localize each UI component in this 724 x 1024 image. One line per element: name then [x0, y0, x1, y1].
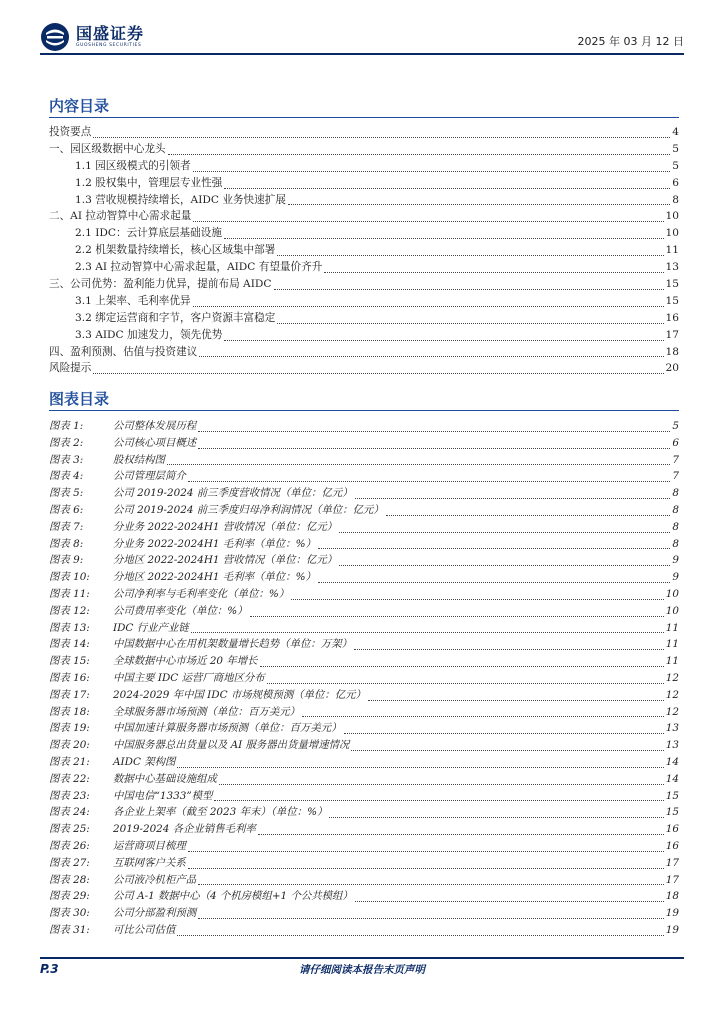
figure-label: 公司管理层简介 [113, 470, 186, 483]
figure-label: 公司费用率变化（单位：%） [113, 604, 248, 617]
figure-label: 公司 2019-2024 前三季度归母净利润情况（单位：亿元） [113, 503, 384, 516]
dot-leader [193, 170, 671, 172]
dot-leader [198, 917, 664, 919]
figure-page: 14 [665, 755, 679, 768]
figure-number: 图表 31: [49, 923, 90, 936]
dot-leader [260, 665, 664, 667]
figure-entry[interactable] [49, 620, 679, 637]
figure-entry[interactable] [49, 502, 679, 519]
toc-entry-label: 3.2 绑定运营商和字节，客户资源丰富稳定 [75, 311, 276, 324]
figure-number: 图表 19: [49, 722, 90, 735]
figure-page: 8 [672, 537, 679, 550]
figure-number: 图表 10: [49, 571, 90, 584]
figure-page: 19 [665, 907, 679, 920]
figure-entry[interactable] [49, 452, 679, 469]
toc-entry-label: 投资要点 [49, 126, 92, 138]
dot-leader [188, 867, 664, 869]
figure-page: 5 [672, 420, 679, 432]
toc-entry[interactable] [49, 225, 679, 242]
figure-label: 全球服务器市场预测（单位：百万美元） [113, 705, 301, 718]
figure-entry[interactable] [49, 872, 679, 889]
toc-entry-label: 3.3 AIDC 加速发力，领先优势 [75, 328, 223, 341]
toc-entry[interactable] [49, 276, 679, 293]
logo-mark-icon [40, 22, 70, 52]
dot-leader [344, 732, 664, 734]
figure-number: 图表 3: [49, 453, 84, 466]
figure-number: 图表 12: [49, 604, 90, 617]
figure-page: 16 [665, 823, 679, 836]
figure-page: 12 [665, 671, 679, 684]
toc-entry-label: 1.2 股权集中，管理层专业性强 [75, 176, 223, 189]
figure-entry[interactable] [49, 720, 679, 737]
figure-entry[interactable] [49, 687, 679, 704]
figure-label: 数据中心基础设施组成 [113, 772, 217, 785]
toc-entry-page: 18 [665, 345, 679, 358]
toc-entry-page: 15 [665, 278, 679, 291]
toc-entry-page: 11 [665, 244, 679, 257]
dot-leader [93, 372, 663, 374]
dot-leader [177, 766, 663, 768]
figure-entry[interactable] [49, 888, 679, 905]
dot-leader [324, 271, 663, 273]
dot-leader [188, 850, 664, 852]
figure-label: 分业务 2022-2024H1 营收情况（单位：亿元） [113, 520, 338, 533]
toc-entry-label: 三、公司优势：盈利能力优异，提前布局 AIDC [49, 278, 272, 291]
figure-entry[interactable] [49, 737, 679, 754]
dot-leader [177, 934, 663, 936]
figure-list-title: 图表目录 [49, 390, 110, 408]
toc-entry[interactable] [49, 242, 679, 259]
dot-leader [267, 682, 664, 684]
figure-number: 图表 28: [49, 873, 90, 886]
figure-page: 8 [672, 520, 679, 533]
page-header [0, 0, 724, 56]
figure-label: 分业务 2022-2024H1 毛利率（单位：%） [113, 537, 316, 550]
report-date: 2025 年 03 月 12 日 [577, 35, 684, 48]
dot-leader [351, 749, 663, 751]
figure-number: 图表 20: [49, 739, 90, 752]
page-number: P.3 [40, 962, 59, 976]
figure-label: 中国服务器总出货量以及 AI 服务器出货量增速情况 [113, 739, 350, 752]
dot-leader [355, 900, 664, 902]
toc-entry[interactable] [49, 158, 679, 175]
figure-entry[interactable] [49, 418, 679, 435]
figure-label: 中国电信“1333”模型 [113, 789, 213, 802]
table-of-contents [49, 124, 679, 377]
figure-page: 11 [665, 655, 679, 668]
figure-entry[interactable] [49, 653, 679, 670]
figure-entry[interactable] [49, 536, 679, 553]
header-divider [40, 53, 684, 55]
toc-entry-label: 2.2 机架数量持续增长，核心区域集中部署 [75, 244, 276, 257]
dot-leader [302, 715, 664, 717]
figure-label: AIDC 架构图 [113, 755, 176, 768]
toc-entry-label: 一、园区级数据中心龙头 [49, 142, 166, 155]
figure-page: 9 [672, 571, 679, 584]
toc-entry[interactable] [49, 192, 679, 209]
figure-label: 公司液冷机柜产品 [113, 873, 197, 886]
dot-leader [250, 615, 664, 617]
toc-entry-page: 17 [665, 328, 679, 341]
toc-entry-page: 15 [665, 294, 679, 307]
dot-leader [291, 598, 664, 600]
figure-list-title-divider [49, 410, 679, 411]
figure-number: 图表 17: [49, 688, 90, 701]
figure-entry[interactable] [49, 771, 679, 788]
figure-entry[interactable] [49, 821, 679, 838]
dot-leader [277, 254, 663, 256]
toc-entry-label: 3.1 上架率、毛利率优异 [75, 294, 191, 307]
figure-label: 分地区 2022-2024H1 毛利率（单位：%） [113, 571, 316, 584]
toc-entry-page: 8 [672, 193, 679, 206]
figure-label: IDC 行业产业链 [113, 621, 189, 634]
dot-leader [288, 203, 670, 205]
figure-page: 18 [665, 890, 679, 903]
dot-leader [224, 187, 670, 189]
figure-label: 公司 A-1 数据中心（4 个机房模组+1 个公共模组） [113, 890, 353, 903]
figure-label: 分地区 2022-2024H1 营收情况（单位：亿元） [113, 554, 338, 567]
toc-entry-page: 16 [665, 311, 679, 324]
dot-leader [199, 355, 663, 357]
figure-entry[interactable] [49, 804, 679, 821]
figure-number: 图表 14: [49, 638, 90, 651]
toc-entry[interactable] [49, 141, 679, 158]
dot-leader [219, 783, 664, 785]
figure-number: 图表 27: [49, 856, 90, 869]
toc-entry[interactable] [49, 327, 679, 344]
figure-entry[interactable] [49, 468, 679, 485]
figure-entry[interactable] [49, 905, 679, 922]
figure-number: 图表 25: [49, 823, 90, 836]
toc-entry-page: 13 [665, 261, 679, 274]
figure-number: 图表 22: [49, 772, 90, 785]
disclaimer-note: 请仔细阅读本报告末页声明 [299, 964, 425, 976]
toc-entry-page: 10 [665, 210, 679, 223]
figure-page: 7 [672, 453, 679, 466]
toc-entry-page: 4 [672, 126, 679, 138]
dot-leader [214, 799, 663, 801]
figure-entry[interactable] [49, 435, 679, 452]
figure-label: 公司 2019-2024 前三季度营收情况（单位：亿元） [113, 487, 353, 500]
toc-entry[interactable] [49, 259, 679, 276]
dot-leader [224, 237, 664, 239]
figure-page: 7 [672, 470, 679, 483]
figure-label: 2024-2029 年中国 IDC 市场规模预测（单位：亿元） [113, 688, 366, 701]
dot-leader [274, 288, 664, 290]
toc-title-divider [49, 117, 679, 118]
toc-title: 内容目录 [49, 97, 110, 115]
figure-number: 图表 18: [49, 705, 90, 718]
figure-entry[interactable] [49, 552, 679, 569]
figure-entry[interactable] [49, 855, 679, 872]
figure-page: 10 [665, 587, 679, 600]
figure-label: 公司整体发展历程 [113, 420, 197, 432]
figure-number: 图表 13: [49, 621, 90, 634]
figure-label: 2019-2024 各企业销售毛利率 [113, 823, 256, 836]
toc-entry-label: 四、盈利预测、估值与投资建议 [49, 345, 198, 358]
dot-leader [193, 220, 663, 222]
figure-entry[interactable] [49, 838, 679, 855]
figure-page: 13 [665, 739, 679, 752]
toc-entry-page: 6 [672, 176, 679, 189]
figure-page: 12 [665, 688, 679, 701]
figure-page: 14 [665, 772, 679, 785]
figure-number: 图表 4: [49, 470, 84, 483]
toc-entry-label: 2.3 AI 拉动智算中心需求起量，AIDC 有望量价齐升 [75, 261, 323, 274]
figure-number: 图表 26: [49, 839, 90, 852]
figure-page: 17 [665, 856, 679, 869]
dot-leader [93, 136, 670, 138]
toc-entry-page: 5 [672, 159, 679, 172]
figure-number: 图表 30: [49, 907, 90, 920]
figure-entry[interactable] [49, 922, 679, 939]
figure-page: 11 [665, 638, 679, 651]
figure-number: 图表 29: [49, 890, 90, 903]
figure-label: 可比公司估值 [113, 923, 176, 936]
dot-leader [329, 816, 663, 818]
dot-leader [168, 153, 671, 155]
figure-number: 图表 21: [49, 755, 90, 768]
company-logo [40, 22, 144, 52]
figure-page: 11 [665, 621, 679, 634]
dot-leader [339, 564, 670, 566]
dot-leader [198, 883, 664, 885]
figure-number: 图表 1: [49, 420, 84, 432]
figure-number: 图表 11: [49, 587, 90, 600]
toc-entry-label: 风险提示 [49, 362, 92, 375]
figure-label: 公司净利率与毛利率变化（单位：%） [113, 587, 290, 600]
figure-number: 图表 7: [49, 520, 84, 533]
figure-label: 中国数据中心在用机架数量增长趋势（单位：万架） [113, 638, 352, 651]
logo-english-text: GUOSHENG SECURITIES [76, 43, 142, 48]
dot-leader [224, 339, 663, 341]
figure-number: 图表 16: [49, 671, 90, 684]
toc-entry-label: 1.1 园区级模式的引领者 [75, 159, 191, 172]
toc-entry-page: 10 [665, 227, 679, 240]
figure-entry[interactable] [49, 603, 679, 620]
toc-entry-label: 2.1 IDC：云计算底层基础设施 [75, 227, 222, 240]
figure-entry[interactable] [49, 586, 679, 603]
figure-list [49, 418, 679, 939]
figure-page: 6 [672, 436, 679, 449]
figure-number: 图表 6: [49, 503, 84, 516]
figure-page: 10 [665, 604, 679, 617]
toc-entry-page: 5 [672, 142, 679, 155]
figure-label: 各企业上架率（截至 2023 年末）（单位：%） [113, 806, 328, 819]
dot-leader [318, 547, 671, 549]
figure-entry[interactable] [49, 754, 679, 771]
toc-entry[interactable] [49, 293, 679, 310]
figure-page: 8 [672, 487, 679, 500]
figure-number: 图表 5: [49, 487, 84, 500]
dot-leader [368, 699, 664, 701]
figure-label: 运营商项目梳理 [113, 839, 186, 852]
dot-leader [198, 447, 670, 449]
dot-leader [198, 430, 670, 432]
toc-entry-page: 20 [665, 362, 679, 375]
figure-page: 15 [665, 789, 679, 802]
dot-leader [339, 531, 670, 533]
dot-leader [258, 833, 664, 835]
logo-chinese-text: 国盛证券 [76, 24, 145, 43]
figure-page: 16 [665, 839, 679, 852]
figure-page: 13 [665, 722, 679, 735]
figure-number: 图表 2: [49, 436, 84, 449]
figure-label: 互联网客户关系 [113, 856, 186, 869]
figure-entry[interactable] [49, 519, 679, 536]
dot-leader [191, 631, 664, 633]
dot-leader [355, 497, 671, 499]
dot-leader [354, 648, 664, 650]
footer-divider [40, 957, 684, 959]
dot-leader [188, 480, 671, 482]
figure-entry[interactable] [49, 485, 679, 502]
figure-number: 图表 15: [49, 655, 90, 668]
figure-entry[interactable] [49, 788, 679, 805]
figure-entry[interactable] [49, 569, 679, 586]
figure-number: 图表 8: [49, 537, 84, 550]
toc-entry[interactable] [49, 344, 679, 361]
figure-label: 公司核心项目概述 [113, 436, 197, 449]
dot-leader [318, 581, 671, 583]
dot-leader [193, 305, 664, 307]
figure-page: 19 [665, 923, 679, 936]
toc-entry[interactable] [49, 360, 679, 377]
figure-number: 图表 24: [49, 806, 90, 819]
toc-entry[interactable] [49, 208, 679, 225]
figure-page: 17 [665, 873, 679, 886]
figure-page: 9 [672, 554, 679, 567]
toc-entry-label: 二、AI 拉动智算中心需求起量 [49, 210, 192, 223]
figure-page: 8 [672, 503, 679, 516]
toc-entry[interactable] [49, 310, 679, 327]
figure-label: 股权结构图 [113, 453, 165, 466]
dot-leader [167, 463, 670, 465]
figure-label: 公司分部盈利预测 [113, 907, 197, 920]
toc-entry-label: 1.3 营收规模持续增长，AIDC 业务快速扩展 [75, 193, 286, 206]
figure-label: 全球数据中心市场近 20 年增长 [113, 655, 258, 668]
dot-leader [277, 322, 663, 324]
figure-number: 图表 23: [49, 789, 90, 802]
toc-entry[interactable] [49, 124, 679, 141]
dot-leader [386, 514, 671, 516]
figure-entry[interactable] [49, 704, 679, 721]
figure-page: 12 [665, 705, 679, 718]
figure-number: 图表 9: [49, 554, 84, 567]
figure-page: 15 [665, 806, 679, 819]
figure-entry[interactable] [49, 636, 679, 653]
figure-label: 中国主要 IDC 运营厂商地区分布 [113, 671, 265, 684]
figure-label: 中国加速计算服务器市场预测（单位：百万美元） [113, 722, 342, 735]
figure-entry[interactable] [49, 670, 679, 687]
toc-entry[interactable] [49, 175, 679, 192]
